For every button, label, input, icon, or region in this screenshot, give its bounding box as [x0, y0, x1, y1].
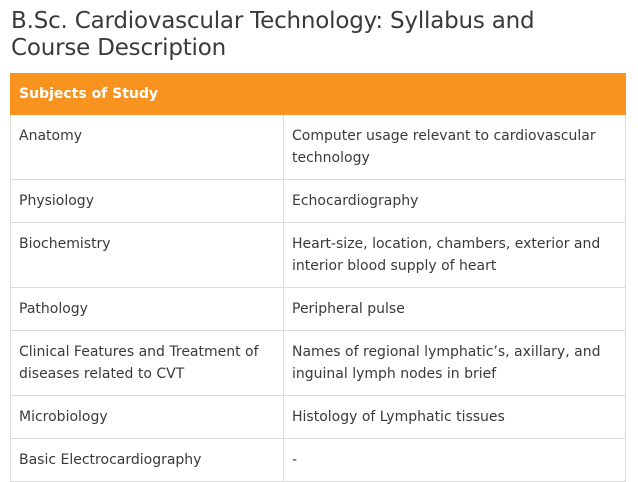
- subject-cell: Clinical Features and Treatment of diseases related to CVT: [11, 331, 284, 396]
- subject-cell: Microbiology: [11, 396, 284, 439]
- table-row: [11, 396, 626, 439]
- subject-cell: Basic Electrocardiography: [11, 439, 284, 482]
- table-row: [11, 180, 626, 223]
- table-header: Subjects of Study: [11, 74, 626, 115]
- subject-cell: Peripheral pulse: [284, 288, 626, 331]
- subject-cell: Computer usage relevant to cardiovascular technology: [284, 115, 626, 180]
- subject-cell: -: [284, 439, 626, 482]
- syllabus-table: [10, 73, 626, 482]
- table-row: [11, 288, 626, 331]
- subject-cell: Anatomy: [11, 115, 284, 180]
- table-row: [11, 439, 626, 482]
- page-title: B.Sc. Cardiovascular Technology: Syllabus and Course Description: [11, 8, 535, 61]
- table-row: [11, 223, 626, 288]
- table-header-row: [11, 74, 626, 115]
- table-row: [11, 115, 626, 180]
- subject-cell: Names of regional lymphatic’s, axillary, and inguinal lymph nodes in brief: [284, 331, 626, 396]
- table-row: [11, 331, 626, 396]
- subject-cell: Biochemistry: [11, 223, 284, 288]
- subject-cell: Heart-size, location, chambers, exterior and interior blood supply of heart: [284, 223, 626, 288]
- subject-cell: Pathology: [11, 288, 284, 331]
- subject-cell: Physiology: [11, 180, 284, 223]
- subject-cell: Histology of Lymphatic tissues: [284, 396, 626, 439]
- subject-cell: Echocardiography: [284, 180, 626, 223]
